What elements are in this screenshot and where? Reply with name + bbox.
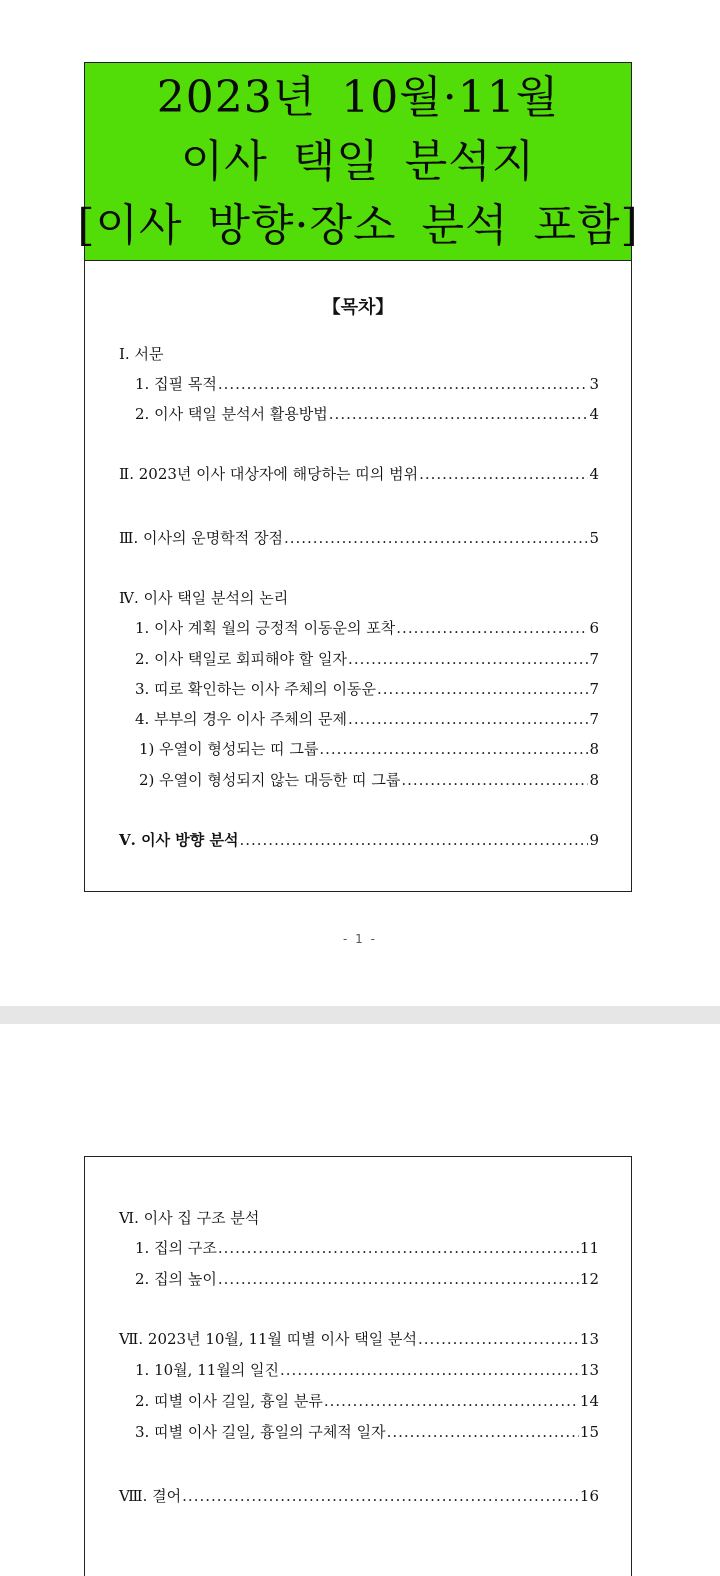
toc-section-6[interactable]: Ⅵ. 이사 집 구조 분석: [119, 1209, 260, 1227]
toc-frame-continued: [84, 1156, 632, 1576]
title-banner: [77, 63, 639, 261]
toc-heading: 【목차】: [322, 297, 394, 318]
toc-entry[interactable]: 3. 띠별 이사 길일, 흉일의 구체적 일자 ..... 15: [135, 1421, 599, 1443]
toc-entry[interactable]: 2. 이사 택일 분석서 활용방법 ..... 4: [135, 403, 599, 425]
toc-section-3[interactable]: Ⅲ. 이사의 운명학적 장점 ..... 5: [119, 527, 599, 549]
toc-section-7[interactable]: Ⅶ. 2023년 10월, 11월 띠별 이사 택일 분석 ..... 13: [119, 1328, 599, 1350]
toc-section-4[interactable]: Ⅳ. 이사 택일 분석의 논리: [119, 589, 289, 607]
toc-entry[interactable]: 2. 띠별 이사 길일, 흉일 분류 ..... 14: [135, 1390, 599, 1412]
toc-subentry[interactable]: 1) 우열이 형성되는 띠 그룹 ..... 8: [139, 738, 599, 760]
toc-section-5[interactable]: Ⅴ. 이사 방향 분석 ..... 9: [119, 829, 599, 851]
page-number: - 1 -: [343, 932, 377, 946]
document-page-2: [0, 1024, 720, 1520]
toc-entry[interactable]: 1. 집의 구조 ..... 11: [135, 1237, 599, 1259]
toc-entry[interactable]: 1. 10월, 11월의 일진 ..... 13: [135, 1359, 599, 1381]
title-line-1: 2023년 10월·11월: [156, 71, 560, 123]
toc-section-2[interactable]: Ⅱ. 2023년 이사 대상자에 해당하는 띠의 범위 ..... 4: [119, 463, 599, 485]
toc-entry[interactable]: 4. 부부의 경우 이사 주체의 문제 ..... 7: [135, 708, 599, 730]
toc-section-1[interactable]: Ⅰ. 서문: [119, 345, 164, 363]
page-separator: [0, 1006, 720, 1024]
toc-subentry[interactable]: 2) 우열이 형성되지 않는 대등한 띠 그룹 ..... 8: [139, 769, 599, 791]
toc-entry[interactable]: 2. 이사 택일로 회피해야 할 일자 ..... 7: [135, 648, 599, 670]
title-line-3: [이사 방향·장소 분석 포함]: [77, 199, 639, 251]
toc-frame: [77, 62, 639, 892]
toc-section-8[interactable]: Ⅷ. 결어 ..... 16: [119, 1485, 599, 1507]
toc-entry[interactable]: 3. 띠로 확인하는 이사 주체의 이동운 ..... 7: [135, 678, 599, 700]
toc-entry[interactable]: 1. 이사 계획 월의 긍정적 이동운의 포착 ..... 6: [135, 617, 599, 639]
title-line-2: 이사 택일 분석지: [180, 135, 536, 187]
toc-entry[interactable]: 1. 집필 목적 ..... 3: [135, 373, 599, 395]
toc-entry[interactable]: 2. 집의 높이 ..... 12: [135, 1268, 599, 1290]
